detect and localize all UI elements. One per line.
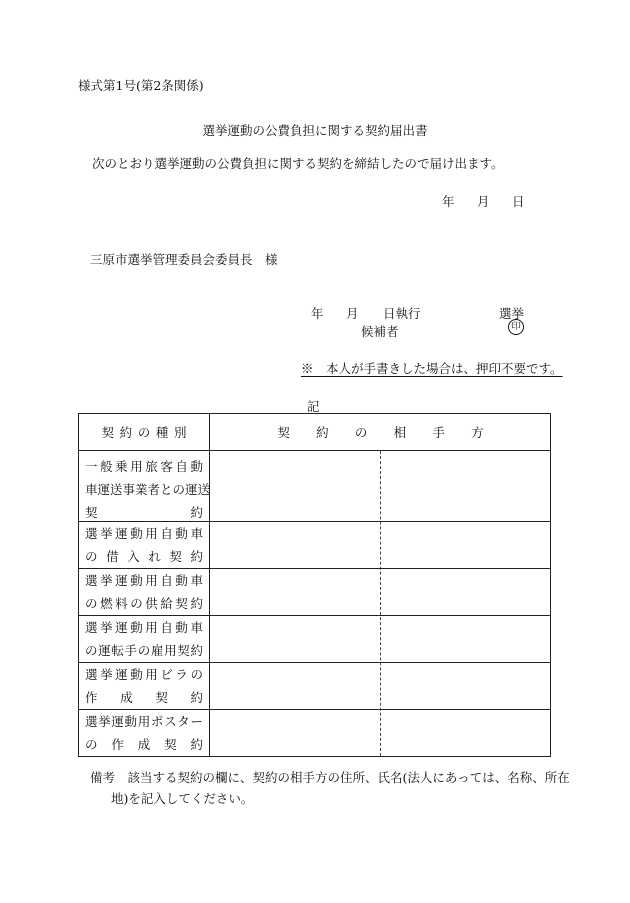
contract-type-cell (85, 522, 203, 568)
intro-text: 次のとおり選挙運動の公費負担に関する契約を締結したので届け出ます。 (92, 156, 504, 171)
contract-type-line: 契 約 (85, 505, 203, 520)
header-contract-party: 契約の相手方 (277, 425, 510, 440)
election-label: 選挙 (499, 306, 525, 321)
contract-type-line: 選挙運動用ポスター (85, 714, 203, 729)
contract-type-line: の借入れ契約 (85, 549, 203, 564)
candidate-label: 候補者 (361, 324, 399, 339)
contract-type-cell (85, 663, 203, 709)
contract-type-line: 選挙運動用自動車 (85, 573, 203, 588)
contract-type-cell (85, 569, 203, 615)
contract-type-line: 選挙運動用自動車 (85, 526, 203, 541)
contract-party-cell[interactable] (210, 522, 551, 568)
seal-mark-icon: 印 (508, 319, 524, 335)
execution-year-label: 年 (311, 306, 324, 321)
date-month-label: 月 (477, 194, 490, 209)
seal-note: ※ 本人が手書きした場合は、押印不要です。 (301, 361, 563, 376)
contract-type-line: の運転手の雇用契約 (85, 643, 203, 658)
date-year-label: 年 (442, 194, 455, 209)
ki-heading: 記 (307, 399, 320, 414)
contract-type-line: 選挙運動用ビラの (85, 667, 203, 682)
document-title: 選挙運動の公費負担に関する契約届出書 (202, 123, 428, 138)
form-number: 様式第1号(第2条関係) (78, 78, 204, 93)
contract-type-line: の燃料の供給契約 (85, 596, 203, 611)
date-day-label: 日 (512, 194, 525, 209)
execution-day-label: 日執行 (383, 306, 421, 321)
contract-type-line: 一般乗用旅客自動 (85, 459, 203, 474)
execution-month-label: 月 (346, 306, 359, 321)
contract-party-cell[interactable] (210, 663, 551, 709)
contract-party-cell[interactable] (210, 616, 551, 662)
contract-type-cell (85, 616, 203, 662)
contract-type-cell (85, 710, 203, 756)
contract-party-cell[interactable] (210, 569, 551, 615)
contract-table (78, 413, 551, 757)
contract-type-cell (85, 455, 211, 524)
contract-type-line: 作 成 契 約 (85, 690, 203, 705)
addressee: 三原市選挙管理委員会委員長 様 (90, 252, 278, 267)
remarks-line-1: 備考 該当する契約の欄に、契約の相手方の住所、氏名(法人にあっては、名称、所在 (90, 770, 570, 785)
contract-party-cell[interactable] (210, 710, 551, 756)
remarks-line-2: 地)を記入してください。 (111, 791, 254, 806)
contract-party-cell[interactable] (210, 451, 551, 521)
header-contract-type: 契約の種別 (101, 425, 193, 440)
contract-type-line: 選挙運動用自動車 (85, 620, 203, 635)
contract-type-line: 車運送事業者との運送 (85, 482, 211, 497)
contract-type-line: の 作 成 契 約 (85, 737, 203, 752)
